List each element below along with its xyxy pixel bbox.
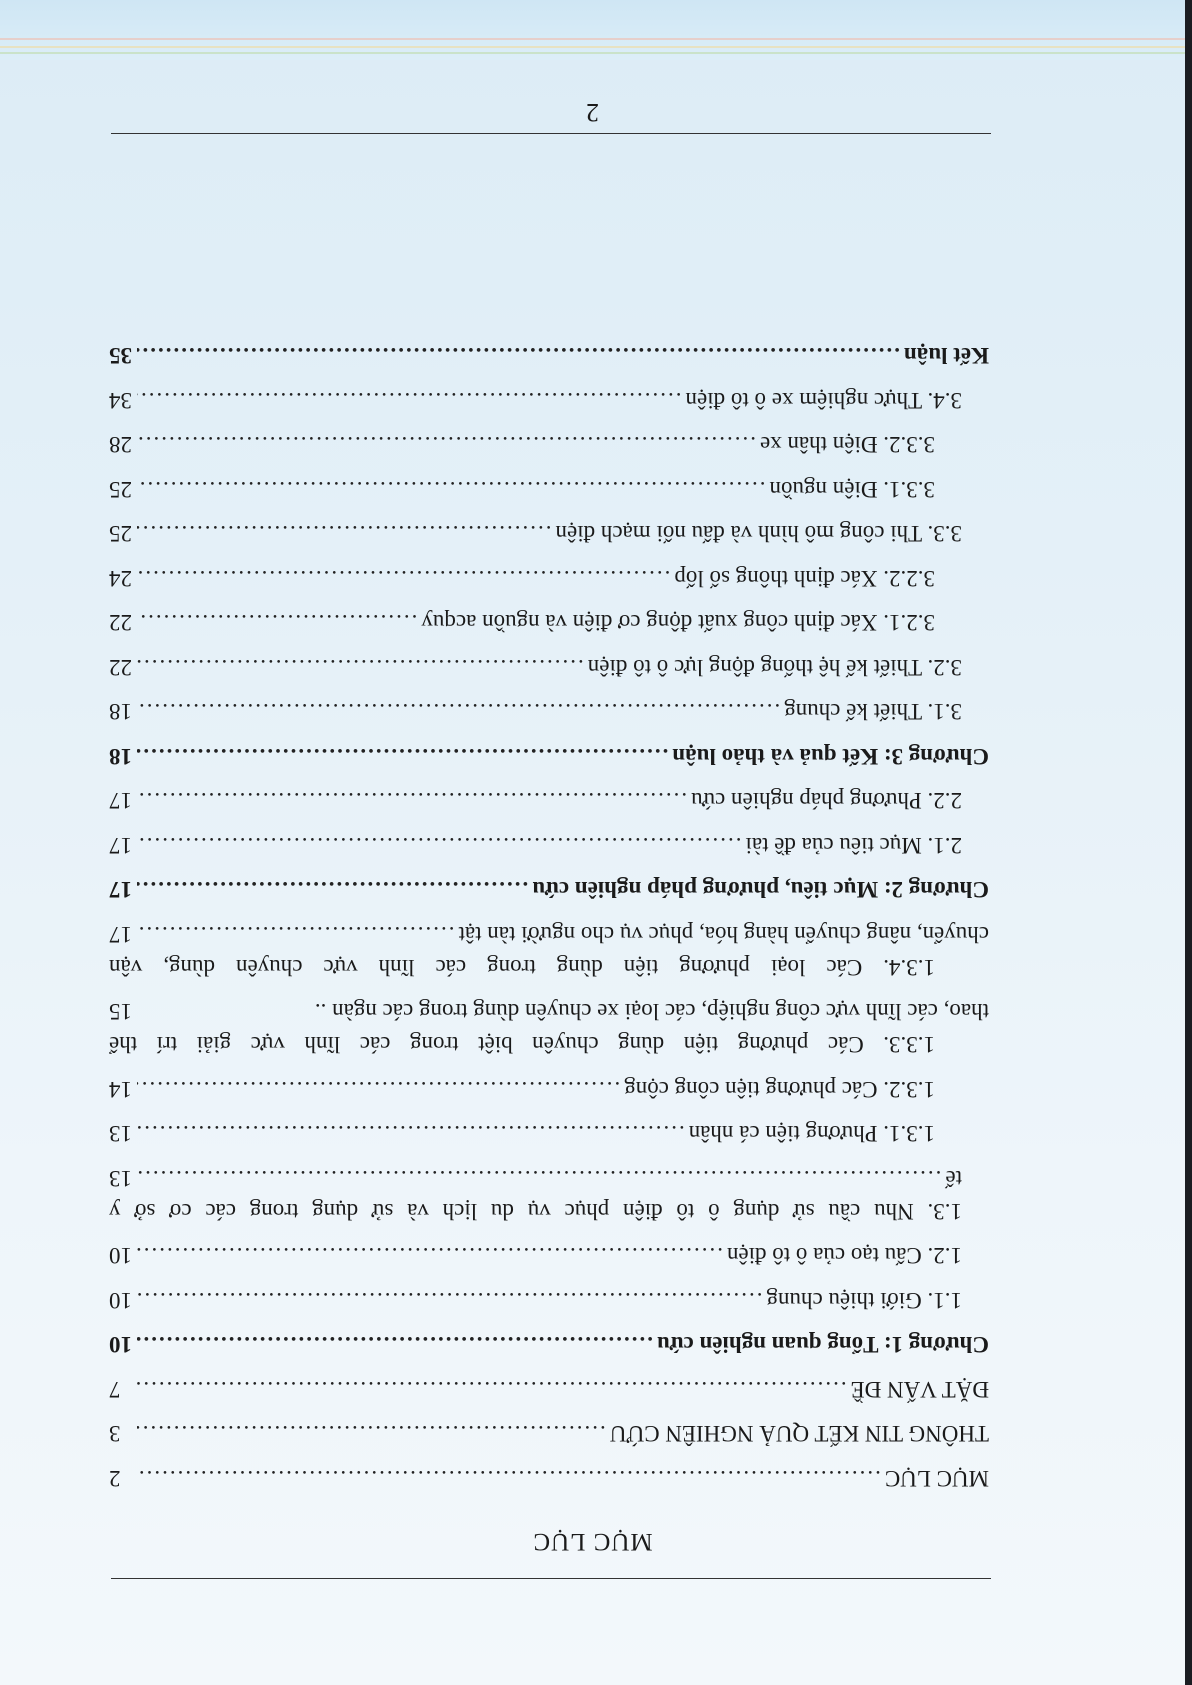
toc-entry-chapter-1[interactable] xyxy=(109,1329,989,1362)
toc-entry-title-line2: thao, các lĩnh vực công nghiệp, các loại xe chuyên dùng trong các ngàn .. xyxy=(314,999,989,1025)
toc-leader-dots xyxy=(137,1162,941,1195)
toc-leader-dots xyxy=(137,874,528,907)
toc-entry-1-3-1[interactable] xyxy=(109,1118,989,1151)
toc-leader-dots xyxy=(137,1373,847,1406)
toc-entry-page: 17 xyxy=(109,877,132,903)
toc-entry-title: 3.2.2. Xác định thông số lốp xyxy=(674,566,935,591)
toc-entry-title: 3.3. Thi công mô hình và đấu nối mạch điện xyxy=(555,521,962,547)
page-number: 2 xyxy=(586,98,599,127)
toc-entry-page: 10 xyxy=(109,1288,132,1313)
toc-entry-title: 2.2. Phương pháp nghiên cứu xyxy=(691,788,962,814)
toc-entry-3-3-1[interactable] xyxy=(109,473,989,506)
toc-entry-dat-van-de[interactable] xyxy=(109,1373,989,1406)
toc-entry-3-3[interactable] xyxy=(109,518,989,551)
toc-entry-title: Chương 1: Tổng quan nghiên cứu xyxy=(656,1332,989,1358)
page-title: MỤC LỤC xyxy=(532,1528,653,1555)
toc-entry-1-3-3[interactable] xyxy=(109,996,989,1062)
toc-entry-title-line2: chuyển, nâng chuyển hàng hóa, phục vụ cho người tàn tật xyxy=(458,922,989,947)
toc-leader-dots xyxy=(137,696,780,729)
toc-entry-page: 22 xyxy=(109,610,132,636)
toc-entry-title: 1.3.2. Các phương tiện công cộng xyxy=(624,1077,935,1102)
toc-leader-dots xyxy=(137,1118,685,1151)
toc-leader-dots xyxy=(137,1418,606,1451)
toc-entry-chapter-2[interactable] xyxy=(109,874,989,907)
toc-entry-thong-tin[interactable] xyxy=(109,1418,989,1451)
toc-entry-title-line2: tế xyxy=(945,1166,962,1191)
toc-entry-page: 17 xyxy=(109,922,132,947)
toc-entry-page: 13 xyxy=(109,1166,132,1191)
toc-leader-dots xyxy=(137,829,741,862)
toc-entry-title: THÔNG TIN KẾT QUẢ NGHIÊN CỨU xyxy=(609,1421,989,1447)
toc-entry-2-2[interactable] xyxy=(109,785,989,818)
toc-entry-title: 3.3.2. Điện thân xe xyxy=(759,432,935,458)
toc-leader-dots xyxy=(137,740,668,773)
toc-leader-dots xyxy=(137,651,584,684)
toc-entry-page: 15 xyxy=(109,999,132,1025)
toc-entry-3-2-1[interactable] xyxy=(109,607,989,640)
toc-entry-1-2[interactable] xyxy=(109,1240,989,1273)
toc-entry-page: 34 xyxy=(109,388,132,413)
toc-entry-title: 1.2. Cấu tạo của ô tô điện xyxy=(726,1243,962,1269)
toc-leader-dots xyxy=(137,1073,620,1106)
toc-entry-1-1[interactable] xyxy=(109,1284,989,1317)
toc-entry-3-2-2[interactable] xyxy=(109,562,989,595)
toc-entry-title: Kết luận xyxy=(904,343,989,369)
toc-entry-muc-luc[interactable] xyxy=(109,1462,989,1495)
toc-entry-page: 25 xyxy=(109,477,132,502)
table-of-contents xyxy=(109,328,989,1495)
toc-entry-page: 2 xyxy=(109,1466,121,1491)
toc-entry-title-line1: 1.3.4. Các loại phương tiện dùng trong các lĩnh vực chuyên dùng, vận xyxy=(109,955,935,980)
toc-leader-dots xyxy=(137,518,552,551)
toc-entry-page: 25 xyxy=(109,521,132,547)
toc-leader-dots xyxy=(137,384,682,417)
toc-entry-title-line1: 1.3. Nhu cầu sử dụng ô tô điện phục vụ du lịch và sử dụng trong các cơ sở y xyxy=(109,1199,962,1224)
toc-entry-3-4[interactable] xyxy=(109,384,989,417)
toc-entry-page: 35 xyxy=(109,343,132,369)
toc-entry-title: ĐẶT VẤN ĐỀ xyxy=(850,1377,989,1402)
toc-entry-title: 3.2. Thiết kế hệ thống động lực ô tô điện xyxy=(587,655,962,680)
toc-entry-3-1[interactable] xyxy=(109,696,989,729)
toc-leader-dots xyxy=(137,1284,763,1317)
toc-entry-page: 10 xyxy=(109,1243,132,1269)
toc-entry-title: Chương 3: Kết quả và thảo luận xyxy=(672,744,989,769)
toc-entry-page: 14 xyxy=(109,1077,132,1102)
scan-edge xyxy=(1185,0,1192,1685)
toc-entry-page: 13 xyxy=(109,1121,132,1147)
toc-entry-1-3-2[interactable] xyxy=(109,1073,989,1106)
toc-leader-dots xyxy=(137,429,756,462)
toc-entry-1-3[interactable] xyxy=(109,1162,989,1228)
toc-entry-page: 22 xyxy=(109,655,132,680)
toc-entry-page: 17 xyxy=(109,833,132,858)
toc-entry-title: MỤC LỤC xyxy=(884,1466,989,1491)
toc-leader-dots xyxy=(137,473,766,506)
toc-entry-page: 3 xyxy=(109,1421,121,1447)
toc-entry-1-3-4[interactable] xyxy=(109,918,989,984)
toc-leader-dots xyxy=(137,607,417,640)
toc-leader-dots xyxy=(137,562,670,595)
toc-entry-page: 24 xyxy=(109,566,132,591)
toc-leader-dots xyxy=(137,785,687,818)
toc-entry-page: 18 xyxy=(109,699,132,725)
toc-leader-dots xyxy=(137,1329,653,1362)
toc-entry-page: 28 xyxy=(109,432,132,458)
toc-entry-title: 3.3.1. Điện nguồn xyxy=(769,477,935,502)
toc-entry-title: 2.1. Mục tiêu của đề tài xyxy=(745,833,962,858)
footer-rule xyxy=(111,133,991,134)
toc-leader-dots xyxy=(137,918,455,951)
toc-entry-page: 18 xyxy=(109,744,132,769)
toc-entry-title-line1: 1.3.3. Các phương tiện dùng chuyên biệt trong các lĩnh vực giải trí thể xyxy=(109,1032,935,1058)
toc-entry-2-1[interactable] xyxy=(109,829,989,862)
toc-entry-page: 7 xyxy=(109,1377,121,1402)
toc-entry-title: 3.1. Thiết kế chung xyxy=(784,699,962,725)
toc-leader-dots xyxy=(137,340,900,373)
header-rule xyxy=(111,1578,991,1579)
toc-entry-title: 3.4. Thực nghiệm xe ô tô điện xyxy=(685,388,962,413)
toc-entry-chapter-3[interactable] xyxy=(109,740,989,773)
toc-entry-3-3-2[interactable] xyxy=(109,429,989,462)
toc-leader-dots xyxy=(137,1462,881,1495)
toc-entry-ket-luan[interactable] xyxy=(109,340,989,373)
toc-entry-page: 17 xyxy=(109,788,132,814)
toc-entry-title: 1.3.1. Phương tiện cá nhân xyxy=(688,1121,935,1147)
toc-entry-page: 10 xyxy=(109,1332,132,1358)
toc-entry-title: Chương 2: Mục tiêu, phương pháp nghiên cứu xyxy=(532,877,989,903)
toc-leader-dots xyxy=(137,1240,723,1273)
toc-entry-3-2[interactable] xyxy=(109,651,989,684)
toc-entry-title: 3.2.1. Xác định công xuất động cơ điện và nguồn acquy xyxy=(421,610,935,636)
toc-entry-title: 1.1. Giới thiệu chung xyxy=(766,1288,962,1313)
